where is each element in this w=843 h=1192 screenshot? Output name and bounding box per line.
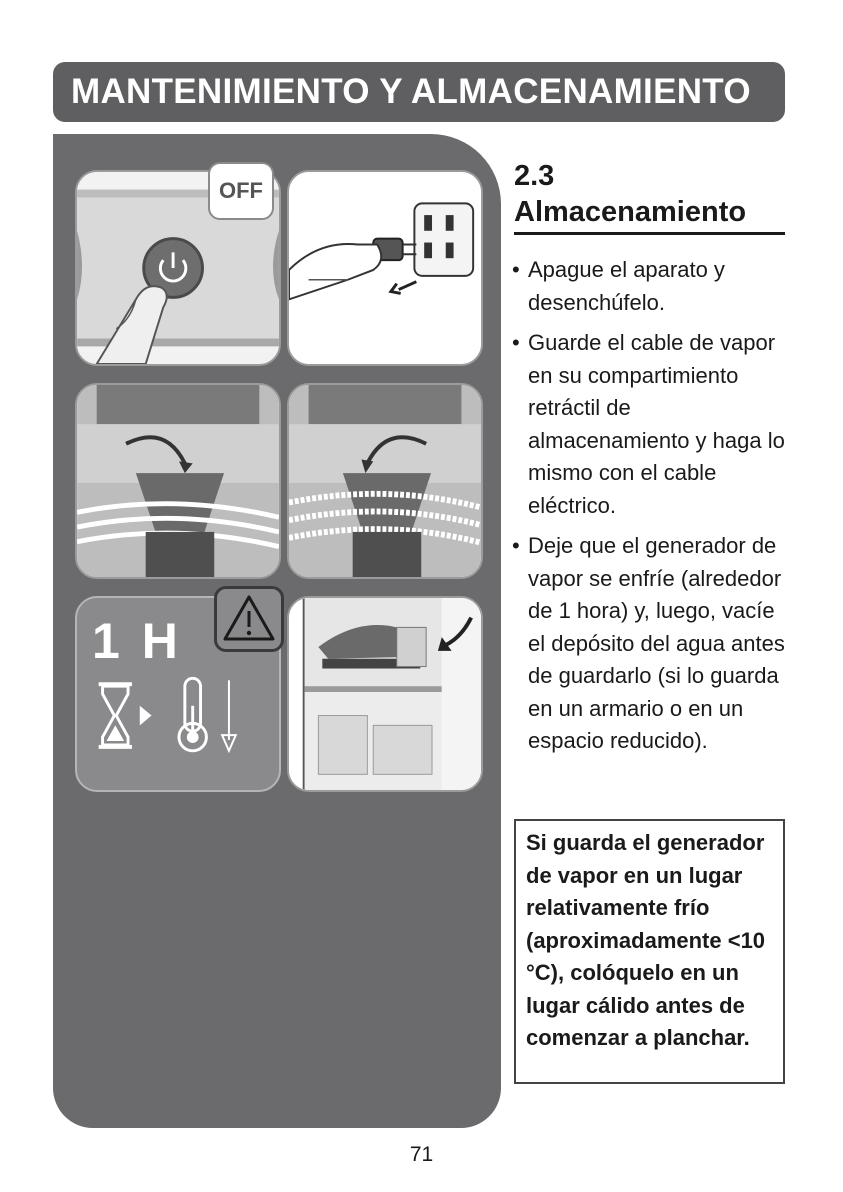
steam-cable-storage-illustration	[75, 383, 281, 579]
cold-storage-note: Si guarda el generador de vapor en un lugar relativamente frío (aproximadamente <10 °C), colóquelo en un lugar cálido antes de comenzar a planchar.	[514, 819, 785, 1084]
duration-label: 1 H	[92, 613, 182, 669]
cable-storage-icon	[289, 385, 481, 577]
instruction-list	[512, 254, 792, 758]
cupboard-icon	[289, 598, 481, 790]
page-header	[53, 62, 785, 122]
list-item: • Apague el aparato y desenchúfelo.	[512, 254, 792, 319]
section-divider	[514, 232, 785, 235]
unplug-illustration	[287, 170, 483, 366]
power-cable-storage-illustration	[287, 383, 483, 579]
list-item: • Guarde el cable de vapor en su compartimiento retráctil de almacenamiento y haga lo mismo con el cable eléctrico.	[512, 327, 792, 522]
warning-icon	[217, 589, 281, 649]
section-title: Almacenamiento	[514, 196, 747, 228]
page-title: MANTENIMIENTO Y ALMACENAMIENTO	[71, 72, 751, 111]
warning-badge	[214, 586, 284, 652]
page-number: 71	[409, 1143, 434, 1166]
cupboard-storage-illustration	[287, 596, 483, 792]
list-item: • Deje que el generador de vapor se enfríe (alrededor de 1 hora) y, luego, vacíe el depósito del agua antes de guardarlo (si lo guarda en un armario o en un espacio reducido).	[512, 530, 792, 758]
cable-storage-icon	[77, 385, 279, 577]
off-badge: OFF	[208, 162, 274, 220]
section-number: 2.3	[514, 160, 555, 192]
unplug-icon	[289, 172, 481, 364]
